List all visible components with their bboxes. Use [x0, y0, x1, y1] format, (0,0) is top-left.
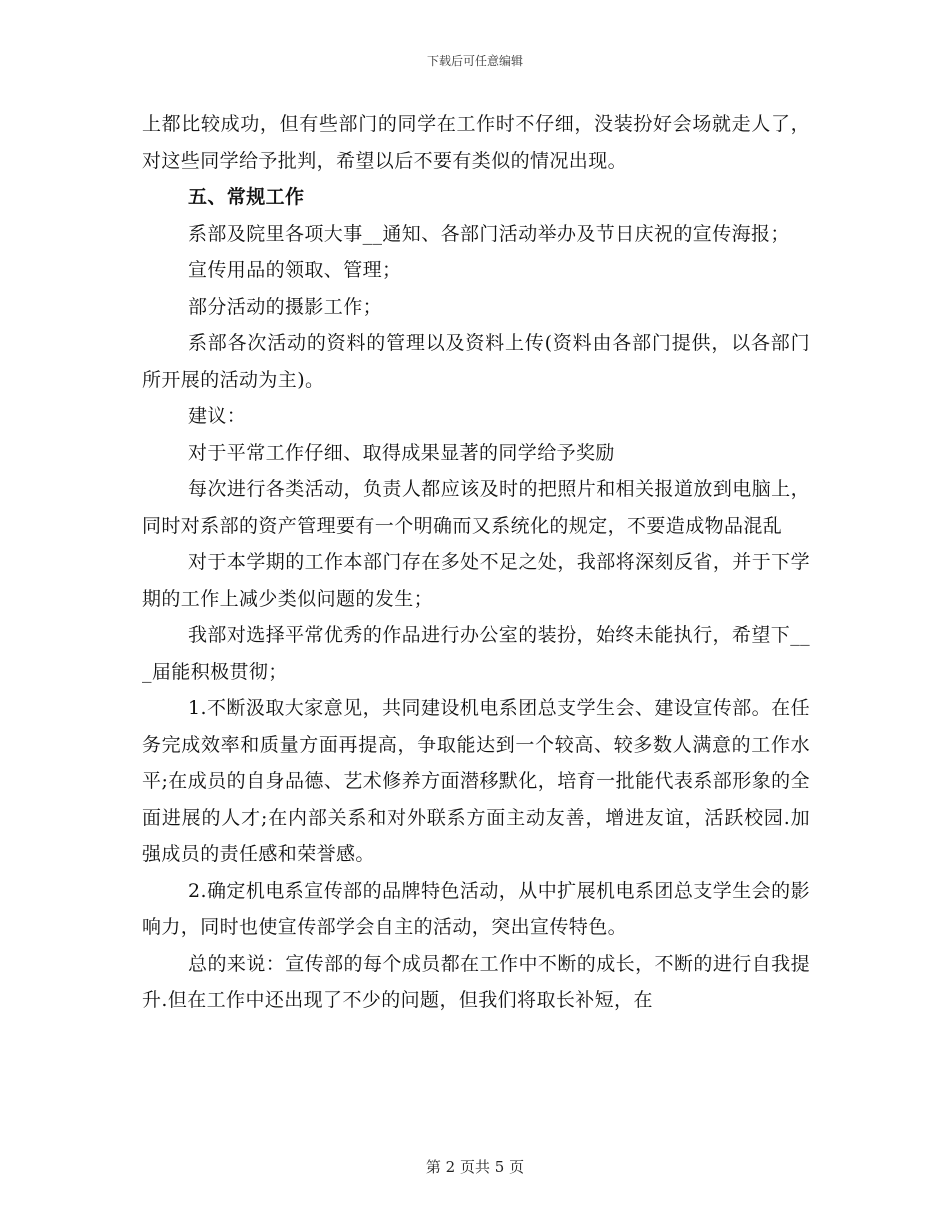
paragraph-summary: 总的来说：宣传部的每个成员都在工作中不断的成长，不断的进行自我提升.但在工作中还出现了不少的问题，但我们将取长补短，在 [142, 952, 810, 1011]
page-number: 第 2 页共 5 页 [425, 1158, 525, 1176]
paragraph-supplies: 宣传用品的领取、管理； [188, 259, 402, 281]
section-heading-routine-work: 五、常规工作 [188, 186, 305, 208]
paragraph-suggestions-label: 建议： [188, 405, 247, 427]
paragraph-records: 系部各次活动的资料的管理以及资料上传(资料由各部门提供，以各部门所开展的活动为主)。 [142, 332, 810, 391]
page-header: 下载后可任意编辑 [426, 54, 523, 68]
paragraph-continuation: 上都比较成功，但有些部门的同学在工作时不仔细，没装扮好会场就走人了，对这些同学给予批判，希望以后不要有类似的情况出现。 [142, 113, 810, 172]
paragraph-office-decoration: 我部对选择平常优秀的作品进行办公室的装扮，始终未能执行，希望下___届能积极贯彻； [142, 624, 810, 683]
paragraph-item-1: 1.不断汲取大家意见，共同建设机电系团总支学生会、建设宣传部。在任务完成效率和质量方面再提高，争取能达到一个较高、较多数人满意的工作水平;在成员的自身品德、艺术修养方面潜移默化，培育一批能代表系部形象的全面进展的人才;在内部关系和对外联系方面主动友善，增进友谊，活跃校园.加强成员的责任感和荣誉感。 [142, 697, 810, 865]
paragraph-item-2: 2.确定机电系宣传部的品牌特色活动，从中扩展机电系团总支学生会的影响力，同时也使宣传部学会自主的活动，突出宣传特色。 [142, 879, 810, 938]
paragraph-posters: 系部及院里各项大事__通知、各部门活动举办及节日庆祝的宣传海报； [188, 222, 790, 245]
document-body [142, 106, 810, 1019]
paragraph-photography: 部分活动的摄影工作； [188, 295, 383, 318]
paragraph-activity-reports: 每次进行各类活动，负责人都应该及时的把照片和相关报道放到电脑上，同时对系部的资产管理要有一个明确而又系统化的规定，不要造成物品混乱 [142, 478, 810, 537]
paragraph-reflection: 对于本学期的工作本部门存在多处不足之处，我部将深刻反省，并于下学期的工作上减少类似问题的发生； [142, 551, 810, 610]
paragraph-rewards: 对于平常工作仔细、取得成果显著的同学给予奖励 [188, 441, 615, 464]
